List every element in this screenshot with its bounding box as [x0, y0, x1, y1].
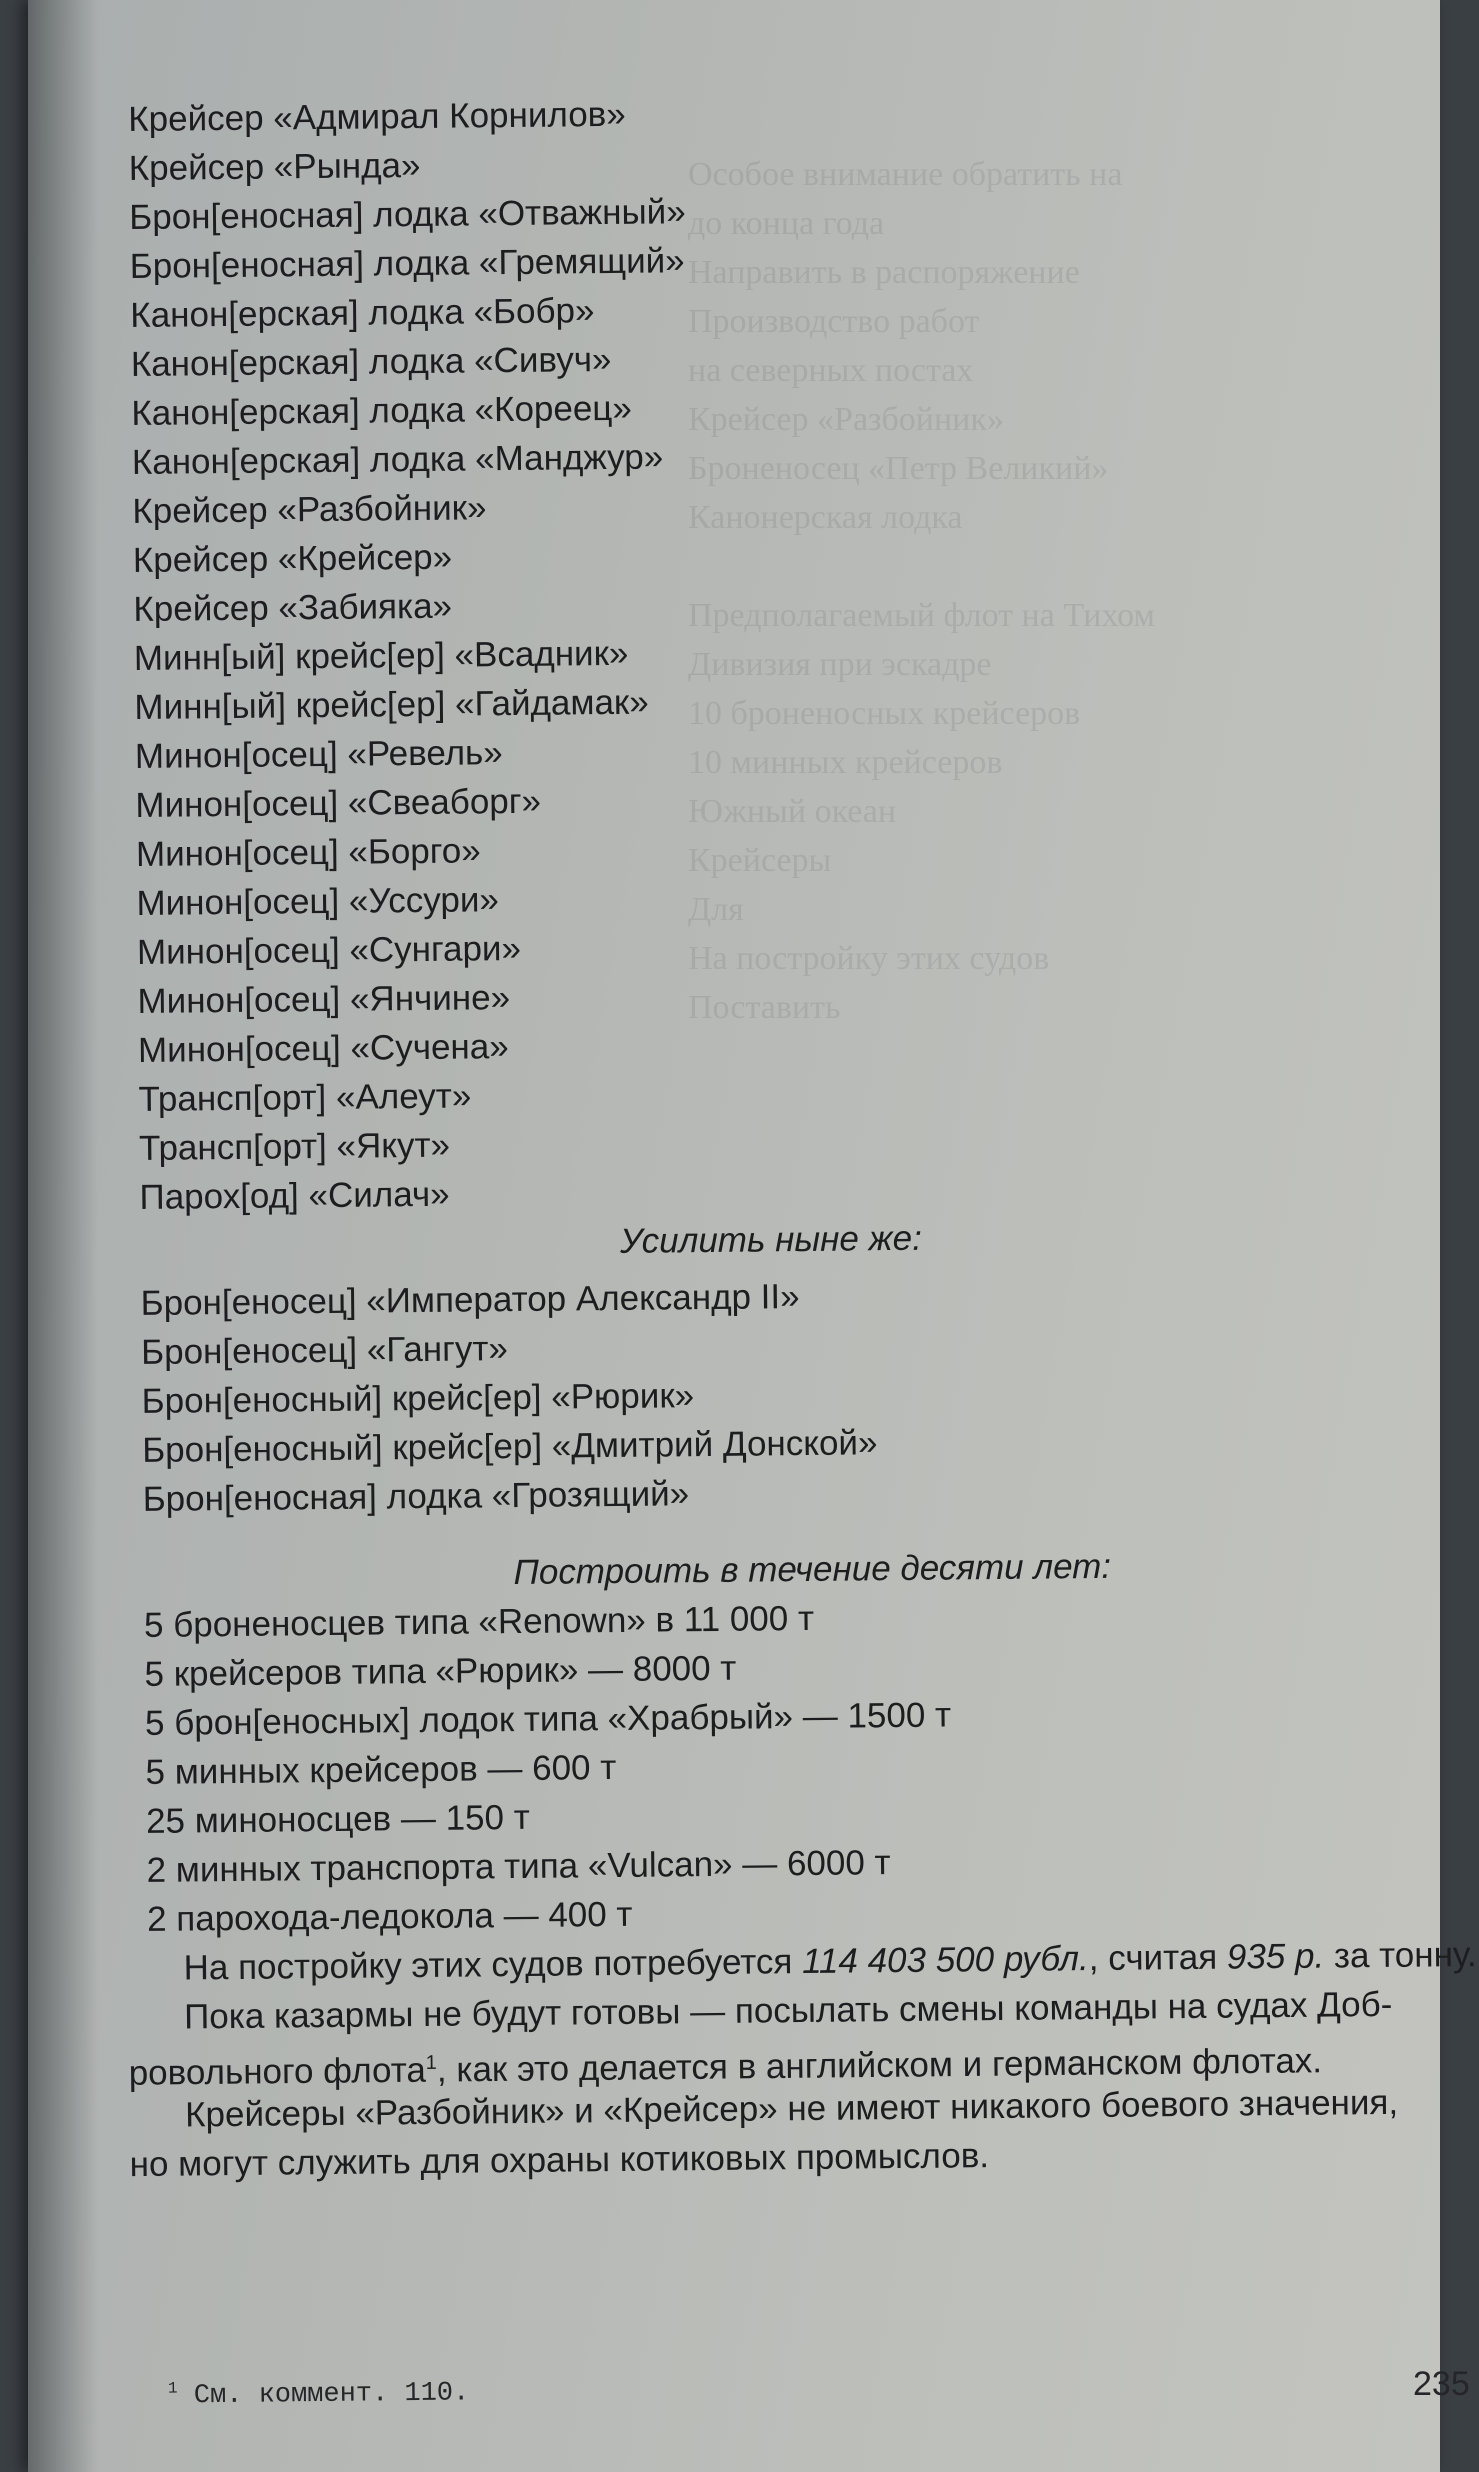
list-item: 2 парохода-ледокола — 400 т: [146, 1894, 633, 1939]
footnote: [168, 2376, 470, 2411]
list-item: Минон[осец] «Ревель»: [134, 733, 503, 776]
footnote-mark: 1: [167, 2379, 178, 2398]
section-heading-build: Построить в течение десяти лет:: [513, 1546, 1112, 1593]
list-item: 5 крейсеров типа «Рюрик» — 8000 т: [144, 1648, 737, 1694]
footnote-ref[interactable]: 1: [425, 2051, 437, 2074]
list-item: Канон[ерская] лодка «Бобр»: [130, 291, 595, 335]
cost-rate: 935 р.: [1226, 1936, 1325, 1977]
list-item: Минн[ый] крейс[ер] «Гайдамак»: [134, 682, 649, 727]
list-item: Брон[еносец] «Гангут»: [140, 1329, 509, 1372]
list-item: Крейсер «Разбойник»: [132, 488, 487, 531]
page-number: 235: [1413, 2365, 1470, 2403]
list-item: 5 брон[еносных] лодок типа «Храбрый» — 1500 т: [144, 1695, 952, 1743]
section-heading-reinforce: Усилить ныне же:: [619, 1218, 923, 1261]
list-item: Брон[еносная] лодка «Отважный»: [129, 192, 686, 237]
list-item: Крейсер «Крейсер»: [132, 537, 453, 580]
list-item: Крейсер «Адмирал Корнилов»: [128, 94, 626, 139]
bleed-through-text: Особое внимание обратить на до конца года Направить в распоряжение Производство работ на северных постах Крейсер «Разбойник» Броненосец «Петр Великий» Канонерская лодка Предполагаемый флот на Тихом Дивизия при эскадре 10 броненосных крейсеров 10 минных крейсеров Южный океан Крейсеры Для На постройку этих судов Поставить: [688, 156, 1156, 1026]
list-item: Минон[осец] «Сунгари»: [136, 928, 522, 972]
list-item: Минон[осец] «Уссури»: [136, 880, 500, 923]
list-item: Канон[ерская] лодка «Манджур»: [131, 437, 664, 482]
footnote-text: См. коммент. 110.: [193, 2378, 470, 2412]
list-item: 5 минных крейсеров — 600 т: [145, 1747, 617, 1792]
cost-amount: 114 403 500 рубл.: [801, 1939, 1089, 1982]
list-item: Минн[ый] крейс[ер] «Всадник»: [133, 633, 629, 678]
list-item: Канон[ерская] лодка «Сивуч»: [130, 339, 612, 384]
paragraph-cost: На постройку этих судов потребуется 114 403 500 рубл., считая 935 р. за тонну.: [183, 1934, 1477, 1988]
list-item: Трансп[орт] «Алеут»: [138, 1076, 472, 1119]
page-gutter-shadow: [28, 0, 98, 2472]
list-item: Брон[еносец] «Император Александр II»: [140, 1277, 800, 1323]
list-item: Брон[еносный] крейс[ер] «Дмитрий Донской»: [141, 1423, 878, 1470]
list-item: 5 броненосцев типа «Renown» в 11 000 т: [143, 1598, 815, 1645]
ship-list-current: [128, 82, 1380, 1222]
list-item: Минон[осец] «Борго»: [135, 831, 481, 874]
list-item: Брон[еносный] крейс[ер] «Рюрик»: [141, 1376, 695, 1421]
ship-list-reinforce: [140, 1266, 1382, 1524]
list-item: Парох[од] «Силач»: [139, 1174, 450, 1217]
list-item: Крейсер «Забияка»: [133, 586, 453, 629]
list-item: Трансп[орт] «Якут»: [138, 1125, 451, 1168]
main-text: [128, 82, 1477, 2189]
paragraph-cruisers-line1: Крейсеры «Разбойник» и «Крейсер» не имеют никакого боевого значения,: [184, 2082, 1399, 2135]
book-page: [28, 0, 1477, 2472]
paragraph-crews-line1: Пока казармы не будут готовы — посылать смены команды на судах Доб-: [183, 1984, 1393, 2037]
list-item: Минон[осец] «Свеаборг»: [135, 781, 542, 825]
list-item: Крейсер «Рында»: [128, 145, 421, 188]
ship-list-build: [144, 1588, 1388, 1944]
paragraph-crews-line2: ровольного флота$^1$, как это делается в английском и германском флотах.: [128, 2041, 1323, 2093]
list-item: Брон[еносная] лодка «Грозящий»: [142, 1474, 690, 1519]
list-item: 25 миноносцев — 150 т: [145, 1797, 530, 1841]
paragraph-cruisers-line2: но могут служить для охраны котиковых промыслов.: [129, 2136, 990, 2185]
list-item: Минон[осец] «Сучена»: [137, 1027, 509, 1070]
list-item: Брон[еносная] лодка «Гремящий»: [129, 241, 685, 286]
list-item: Минон[осец] «Янчине»: [137, 978, 511, 1021]
list-item: 2 минных транспорта типа «Vulcan» — 6000 т: [146, 1843, 891, 1890]
list-item: Канон[ерская] лодка «Кореец»: [131, 388, 633, 433]
